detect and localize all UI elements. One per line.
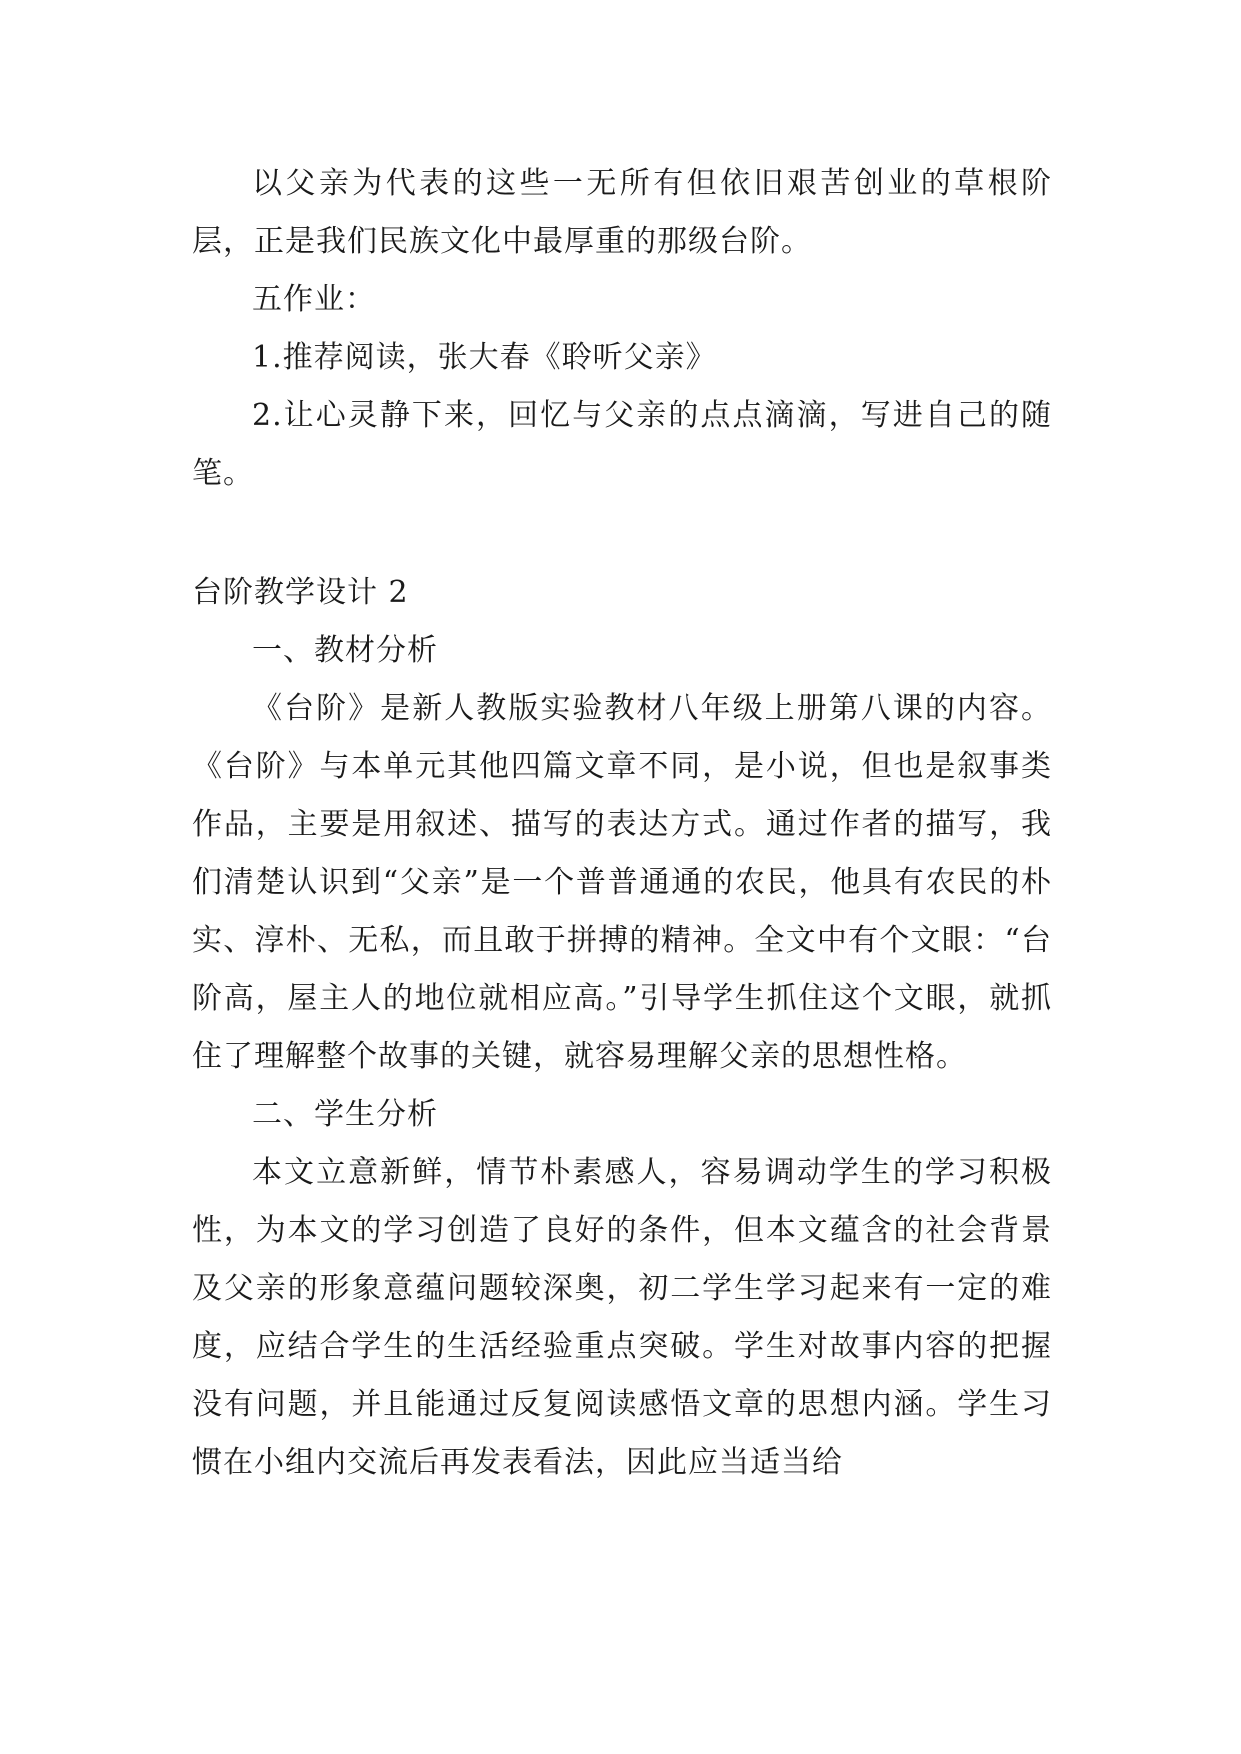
conclusion-paragraph: 以父亲为代表的这些一无所有但依旧艰苦创业的草根阶层，正是我们民族文化中最厚重的那级台阶。 — [192, 166, 1052, 259]
homework-item-2: 2.让心灵静下来，回忆与父亲的点点滴滴，写进自己的随笔。 — [192, 398, 1052, 491]
student-analysis-paragraph: 本文立意新鲜，情节朴素感人，容易调动学生的学习积极性，为本文的学习创造了良好的条件，但本文蕴含的社会背景及父亲的形象意蕴问题较深奥，初二学生学习起来有一定的难度，应结合学生的生活经验重点突破。学生对故事内容的把握没有问题，并且能通过反复阅读感悟文章的思想内涵。学生习惯在小组内交流后再发表看法，因此应当适当给 — [192, 1155, 1052, 1480]
textbook-analysis-paragraph: 《台阶》是新人教版实验教材八年级上册第八课的内容。《台阶》与本单元其他四篇文章不同，是小说，但也是叙事类作品，主要是用叙述、描写的表达方式。通过作者的描写，我们清楚认识到“父亲”是一个普普通通的农民，他具有农民的朴实、淳朴、无私，而且敢于拼搏的精神。全文中有个文眼：“台阶高，屋主人的地位就相应高。”引导学生抓住这个文眼，就抓住了理解整个故事的关键，就容易理解父亲的思想性格。 — [192, 691, 1052, 1074]
homework-item-1: 1.推荐阅读，张大春《聆听父亲》 — [252, 340, 717, 375]
heading-textbook-analysis: 一、教材分析 — [252, 633, 438, 668]
homework-heading: 五作业： — [252, 282, 376, 317]
heading-student-analysis: 二、学生分析 — [252, 1097, 438, 1132]
lesson-design-section — [192, 564, 1052, 1492]
homework-section — [192, 155, 1052, 503]
document-title: 台阶教学设计 2 — [192, 575, 409, 610]
